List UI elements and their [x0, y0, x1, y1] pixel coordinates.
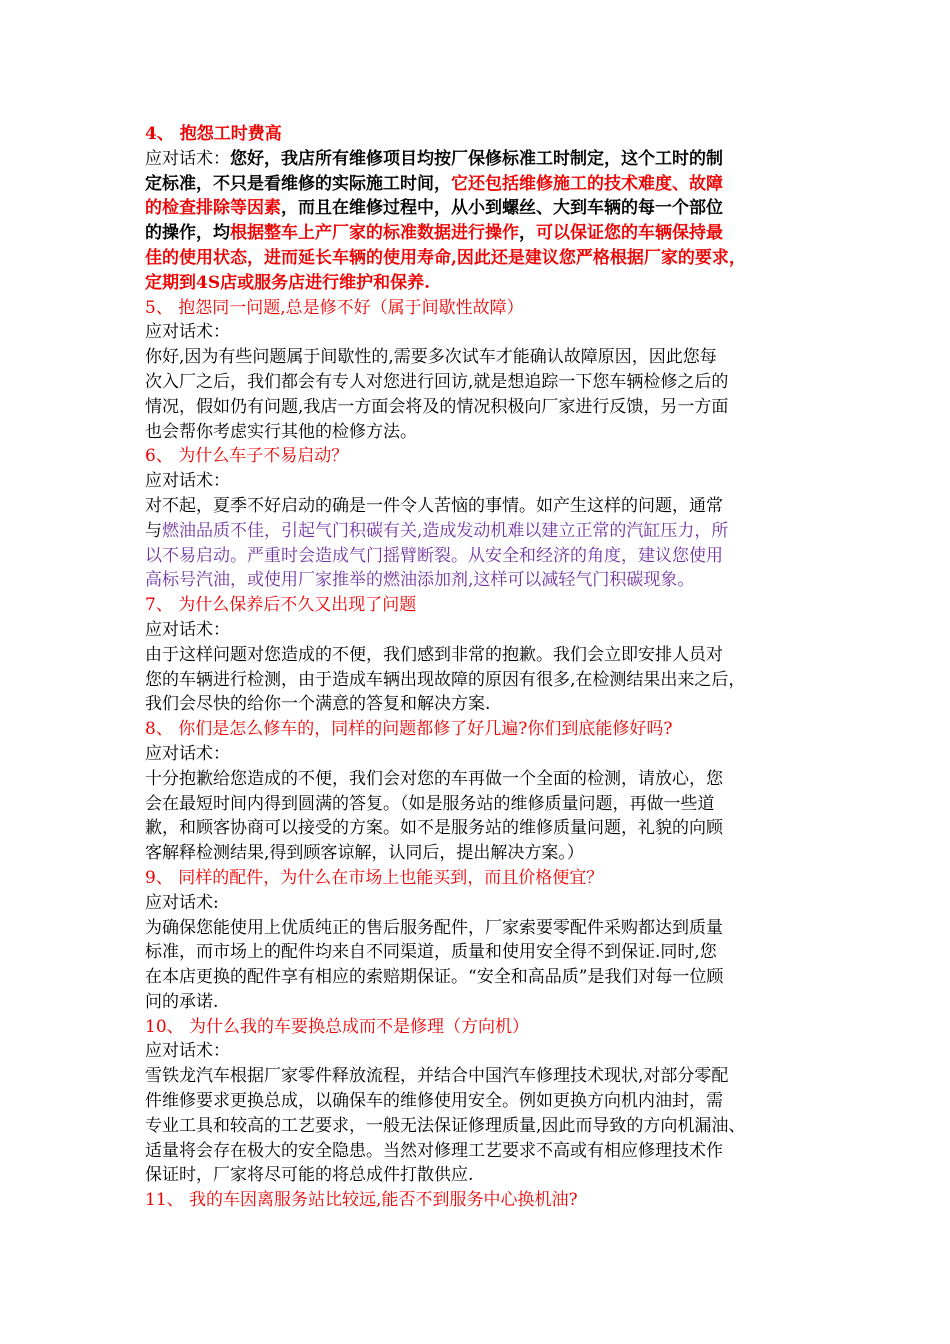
paragraph-line: 情况，假如仍有问题,我店一方面会将及的情况积极向厂家进行反馈，另一方面 — [145, 396, 729, 417]
text-run-purple: 燃油品质不佳，引起气门积碳有关,造成发动机难以建立正常的汽缸压力，所 — [162, 520, 729, 541]
paragraph-line: 对不起，夏季不好启动的确是一件令人苦恼的事情。如产生这样的问题，通常 — [145, 495, 723, 516]
text-run-red: 它还包括维修施工的技术难度、故障 — [451, 173, 723, 194]
paragraph-line — [145, 172, 813, 197]
paragraph-line: 高标号汽油，或使用厂家推举的燃油添加剂,这样可以减轻气门积碳现象。 — [145, 570, 695, 591]
text-run: ， — [519, 223, 536, 244]
text-run: 的操作，均 — [145, 223, 230, 244]
answer-label: 应对话术： — [145, 148, 230, 169]
text-run: 您好，我店所有维修项目均按厂保修标准工时制定，这个工时的制 — [230, 148, 723, 169]
answer-label: 应对话术: — [145, 892, 219, 913]
text-run-red: 可以保证您的车辆保持最 — [536, 223, 723, 244]
paragraph-line: 次入厂之后，我们都会有专人对您进行回访,就是想追踪一下您车辆检修之后的 — [145, 371, 729, 392]
text-run: ，而且在维修过程中，从小到螺丝、大到车辆的每一个部位 — [281, 198, 723, 219]
section-heading: 6、 为什么车子不易启动？ — [145, 446, 349, 467]
paragraph-line: 由于这样问题对您造成的不便，我们感到非常的抱歉。我们会立即安排人员对 — [145, 644, 723, 665]
section-heading: 10、 为什么我的车要换总成而不是修理（方向机） — [145, 1016, 530, 1037]
paragraph-line: 保证时，厂家将尽可能的将总成件打散供应. — [145, 1165, 474, 1186]
text-run-red: 的检查排除等因素 — [145, 198, 281, 219]
section-heading: 7、 为什么保养后不久又出现了问题 — [145, 595, 417, 616]
paragraph-line — [145, 196, 813, 221]
section-heading: 5、 抱怨同一问题,总是修不好（属于间歇性故障） — [145, 297, 524, 318]
paragraph-line: 在本店更换的配件享有相应的索赔期保证。“安全和高品质”是我们对每一位顾 — [145, 967, 724, 988]
text-run: 定标准，不只是看维修的实际施工时间， — [145, 173, 451, 194]
paragraph-line: 件维修要求更换总成，以确保车的维修使用安全。例如更换方向机内油封，需 — [145, 1091, 723, 1112]
section-heading: 9、 同样的配件，为什么在市场上也能买到，而且价格便宜？ — [145, 867, 604, 888]
paragraph-line: 标准，而市场上的配件均来自不同渠道，质量和使用安全得不到保证.同时,您 — [145, 942, 717, 963]
paragraph-line: 会在最短时间内得到圆满的答复。（如是服务站的维修质量问题，再做一些道 — [145, 793, 715, 814]
paragraph-line: 为确保您能使用上优质纯正的售后服务配件，厂家索要零配件采购都达到质量 — [145, 917, 723, 938]
answer-label: 应对话术： — [145, 322, 230, 343]
paragraph-line: 定期到4S店或服务店进行维护和保养. — [145, 272, 431, 293]
paragraph-line: 你好,因为有些问题属于间歇性的,需要多次试车才能确认故障原因，因此您每 — [145, 347, 717, 368]
paragraph-line: 十分抱歉给您造成的不便，我们会对您的车再做一个全面的检测，请放心，您 — [145, 768, 723, 789]
paragraph-line: 歉，和顾客协商可以接受的方案。如不是服务站的维修质量问题，礼貌的向顾 — [145, 818, 723, 839]
answer-label: 应对话术： — [145, 1041, 230, 1062]
paragraph-line: 以不易启动。严重时会造成气门摇臂断裂。从安全和经济的角度，建议您使用 — [145, 545, 723, 566]
paragraph-line: 问的承诺. — [145, 991, 219, 1012]
paragraph-line — [145, 221, 813, 246]
paragraph-line: 专业工具和较高的工艺要求，一般无法保证修理质量,因此而导致的方向机漏油、 — [145, 1115, 746, 1136]
paragraph-line — [145, 519, 813, 544]
paragraph-line: 我们会尽快的给你一个满意的答复和解决方案. — [145, 694, 491, 715]
text-run-red: 根据整车上产厂家的标准数据进行操作 — [230, 223, 519, 244]
section-heading: 8、 你们是怎么修车的，同样的问题都修了好几遍?你们到底能修好吗? — [145, 719, 673, 740]
section-heading: 4、 抱怨工时费高 — [145, 124, 282, 144]
paragraph-line: 客解释检测结果,得到顾客谅解，认同后，提出解决方案。） — [145, 843, 584, 864]
section-heading: 11、 我的车因离服务站比较远,能否不到服务中心换机油? — [145, 1190, 578, 1211]
text-run: 与 — [145, 520, 162, 541]
paragraph-line: 适量将会存在极大的安全隐患。当然对修理工艺要求不高或有相应修理技术作 — [145, 1140, 723, 1161]
paragraph-line — [145, 147, 813, 172]
paragraph-line: 您的车辆进行检测，由于造成车辆出现故障的原因有很多,在检测结果出来之后， — [145, 669, 746, 690]
paragraph-line: 佳的使用状态，进而延长车辆的使用寿命,因此还是建议您严格根据厂家的要求， — [145, 247, 746, 268]
answer-label: 应对话术： — [145, 471, 230, 492]
answer-label: 应对话术： — [145, 743, 230, 764]
paragraph-line: 也会帮你考虑实行其他的检修方法。 — [145, 421, 417, 442]
document-page — [145, 122, 813, 1213]
paragraph-line: 雪铁龙汽车根据厂家零件释放流程，并结合中国汽车修理技术现状,对部分零配 — [145, 1066, 729, 1087]
answer-label: 应对话术： — [145, 619, 230, 640]
